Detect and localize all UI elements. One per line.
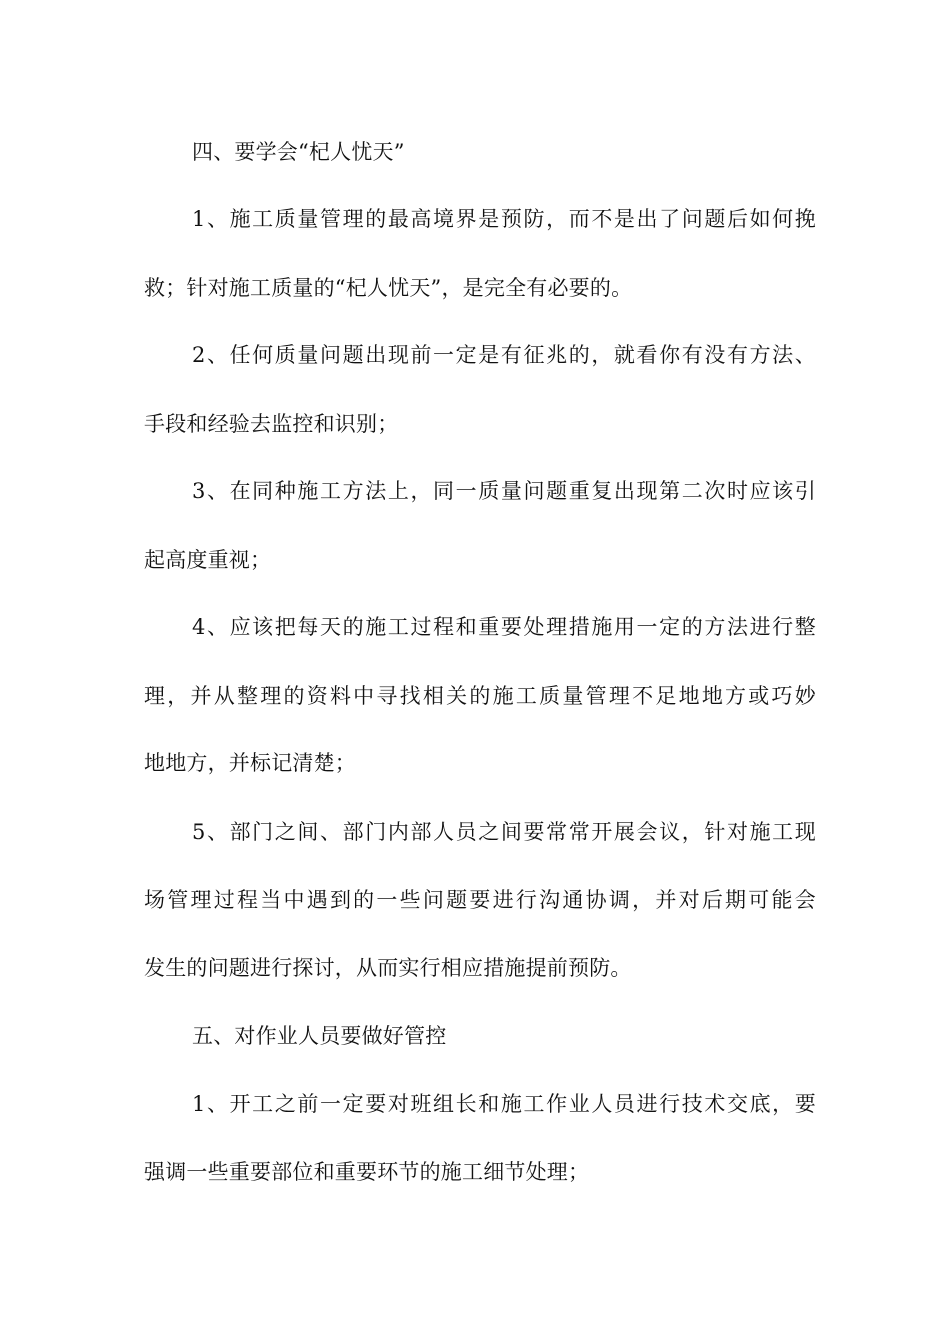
paragraph-line: 理，并从整理的资料中寻找相关的施工质量管理不足地地方或巧妙 [144,684,816,708]
paragraph-line: 3、在同种施工方法上，同一质量问题重复出现第二次时应该引 [192,479,816,503]
paragraph-line: 1、施工质量管理的最高境界是预防，而不是出了问题后如何挽 [192,207,816,231]
section-heading-five: 五、对作业人员要做好管控 [192,1024,447,1048]
paragraph-line: 1、开工之前一定要对班组长和施工作业人员进行技术交底，要 [192,1092,816,1116]
paragraph-line: 手段和经验去监控和识别； [144,412,399,436]
paragraph-line: 救；针对施工质量的“杞人忧天”，是完全有必要的。 [144,276,633,300]
paragraph-line: 4、应该把每天的施工过程和重要处理措施用一定的方法进行整 [192,615,816,639]
paragraph-line: 起高度重视； [144,548,272,572]
paragraph-line: 5、部门之间、部门内部人员之间要常常开展会议，针对施工现 [192,820,816,844]
paragraph-line: 强调一些重要部位和重要环节的施工细节处理； [144,1160,590,1184]
paragraph-line: 2、任何质量问题出现前一定是有征兆的，就看你有没有方法、 [192,343,816,367]
paragraph-line: 发生的问题进行探讨，从而实行相应措施提前预防。 [144,956,632,980]
paragraph-line: 场管理过程当中遇到的一些问题要进行沟通协调，并对后期可能会 [144,888,816,912]
paragraph-line: 地地方，并标记清楚； [144,751,356,775]
section-heading-four: 四、要学会“杞人忧天” [192,140,405,164]
